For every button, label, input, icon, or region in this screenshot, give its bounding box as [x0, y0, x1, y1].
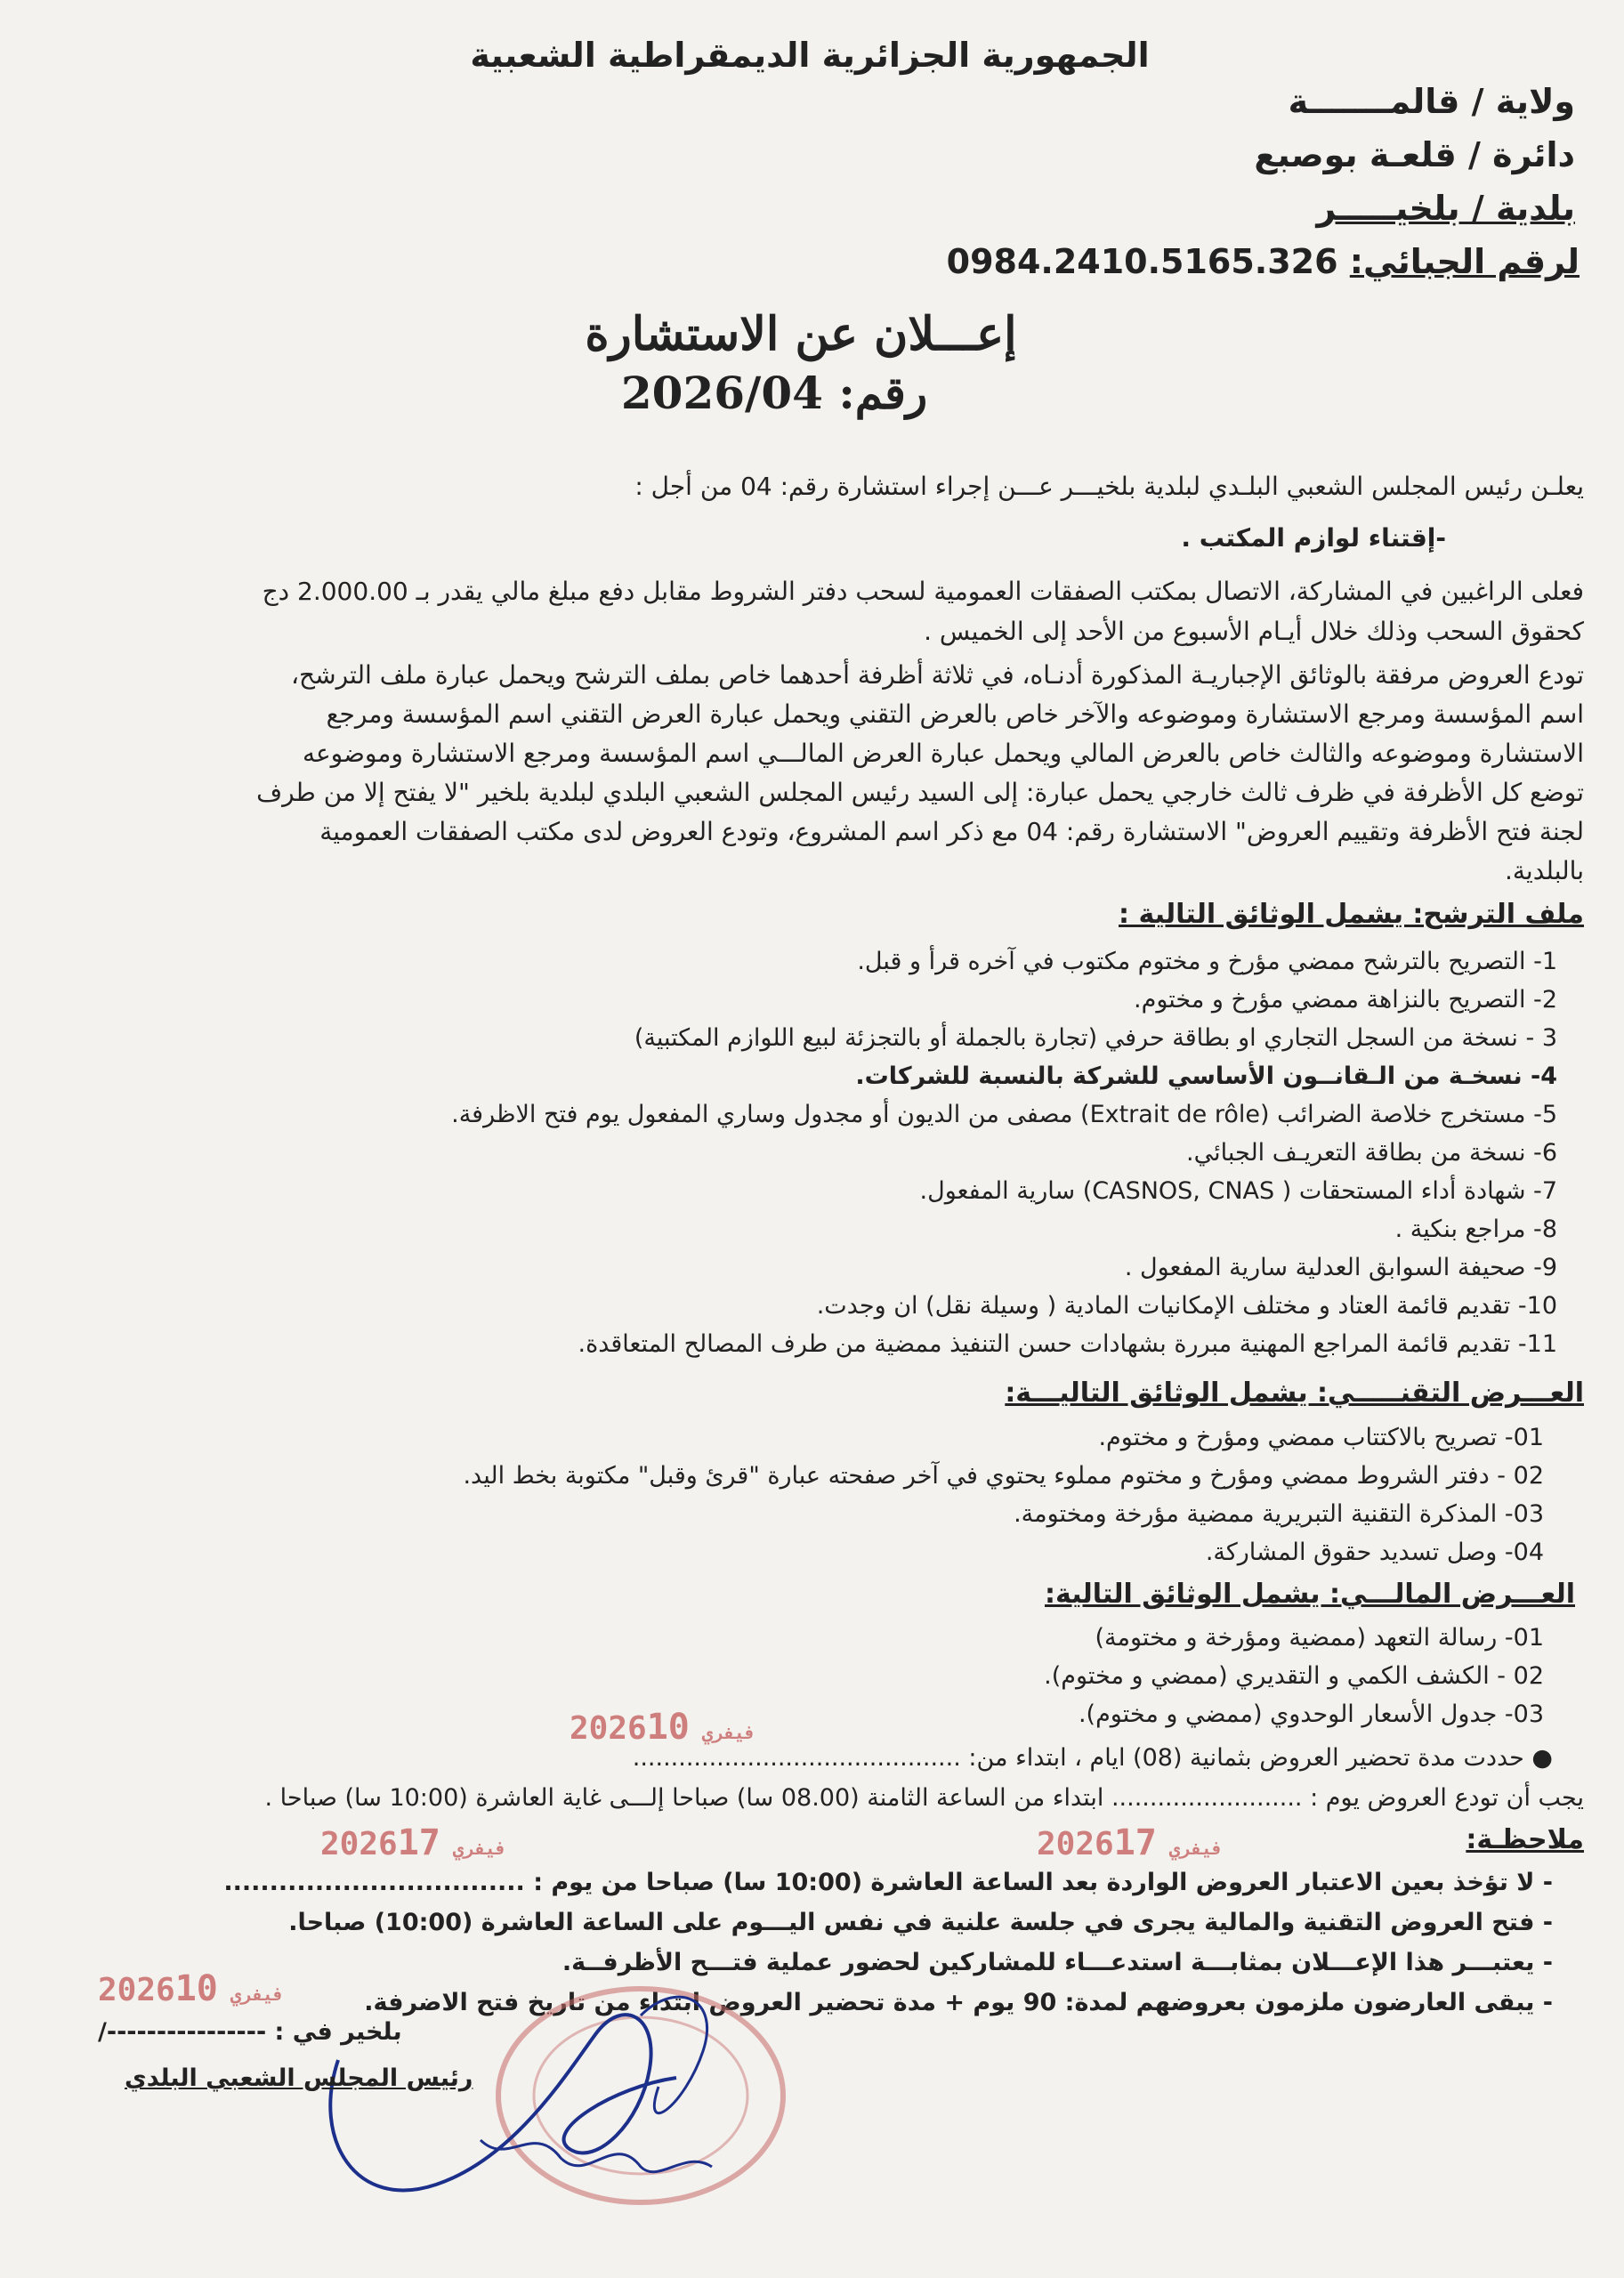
- paragraph2-line4: توضع كل الأظرفة في ظرف ثالث خارجي يحمل عبارة: إلى السيد رئيس المجلس الشعبي البلدي لبلدية بلخير "لا يفتح إلا من طرف: [256, 778, 1584, 807]
- candidature-item: 10- تقديم قائمة العتاد و مختلف الإمكانيات المادية ( وسيلة نقل) ان وجدت.: [816, 1292, 1557, 1320]
- tax-number-value: 0984.2410.5165.326: [946, 242, 1338, 281]
- technical-item: 04- وصل تسديد حقوق المشاركة.: [1205, 1539, 1544, 1566]
- note-item: - يبقى العارضون ملزمون بعروضهم لمدة: 90 يوم + مدة تحضير العروض ابتداء من تاريخ فتح الاضرفة.: [364, 1989, 1553, 2016]
- technical-item: 01- تصريح بالاكتتاب ممضي ومؤرخ و مختوم.: [1098, 1424, 1544, 1451]
- wilaya-line: ولاية / قالمـــــــة: [1288, 82, 1575, 121]
- candidature-item: 4- نسخـة من الـقانــون الأساسي للشركة بالنسبة للشركات.: [855, 1062, 1557, 1090]
- date-stamp: 2026 فيفري17: [320, 1822, 507, 1863]
- paragraph2-line2: اسم المؤسسة ومرجع الاستشارة وموضوعه والآخر خاص بالعرض التقني ويحمل عبارة العرض التقني اسم المؤسسة ومرجع: [326, 699, 1584, 729]
- baladia-line: بلدية / بلخيـــــر: [1316, 189, 1575, 228]
- tax-number-line: [947, 242, 1580, 281]
- candidature-item: 9- صحيفة السوابق العدلية سارية المفعول .: [1124, 1254, 1557, 1281]
- republic-title: الجمهورية الجزائرية الديمقراطية الشعبية: [470, 36, 1150, 75]
- signature-place-date: بلخير في : ----------------/: [98, 2018, 402, 2046]
- announcement-number-label: رقم:: [838, 367, 928, 419]
- candidature-item: 8- مراجع بنكية .: [1394, 1216, 1557, 1243]
- announcement-number-value: 2026/04: [620, 367, 823, 419]
- candidature-item: 1- التصريح بالترشح ممضي مؤرخ و مختوم مكتوب في آخره قرأ و قبل.: [857, 948, 1557, 975]
- date-stamp: 2026 فيفري10: [98, 1968, 285, 2009]
- financial-item: 02 - الكشف الكمي و التقديري (ممضي و مختوم).: [1044, 1662, 1544, 1690]
- daira-line: دائرة / قلعـة بوصبع: [1254, 135, 1575, 174]
- intro-line: يعلـن رئيس المجلس الشعبي البلـدي لبلدية بلخيـــر عـــن إجراء استشارة رقم: 04 من أجل :: [634, 472, 1584, 501]
- technical-item: 02 - دفتر الشروط ممضي ومؤرخ و مختوم مملوء يحتوي في آخر صفحته عبارة "قرئ وقبل" مكتوبة بخط اليد.: [463, 1462, 1544, 1490]
- date-stamp: 2026 فيفري17: [1037, 1822, 1224, 1863]
- paragraph1-line1: فعلى الراغبين في المشاركة، الاتصال بمكتب الصفقات العمومية لسحب دفتر الشروط مقابل دفع مبلغ مالي يقدر بـ 2.000.00 دج: [262, 577, 1584, 606]
- candidature-item: 5- مستخرج خلاصة الضرائب (Extrait de rôle) مصفى من الديون أو مجدول وساري المفعول يوم فتح الاظرفة.: [451, 1101, 1557, 1128]
- announcement-title: إعـــلان عن الاستشارة: [585, 307, 1017, 361]
- tax-number-label: لرقم الجبائي:: [1349, 242, 1580, 281]
- candidature-heading: ملف الترشح: يشمل الوثائق التالية :: [1119, 899, 1584, 930]
- notes-heading: ملاحظـة:: [1466, 1824, 1584, 1855]
- candidature-item: 6- نسخة من بطاقة التعريـف الجبائي.: [1186, 1139, 1557, 1167]
- seal-stamp-signature: [303, 1962, 801, 2229]
- note-item: - لا تؤخذ بعين الاعتبار العروض الواردة بعد الساعة العاشرة (10:00 سا) صباحا من يوم : .................................: [223, 1869, 1553, 1896]
- object-line: -إقتناء لوازم المكتب .: [1181, 523, 1446, 553]
- bullet-icon: ●: [1523, 1744, 1553, 1772]
- technical-heading: العـــرض التقنـــــي: يشمل الوثائق التاليـــة:: [1005, 1377, 1584, 1409]
- candidature-item: 2- التصريح بالنزاهة ممضي مؤرخ و مختوم.: [1134, 986, 1557, 1014]
- candidature-item: 7- شهادة أداء المستحقات ( CASNOS, CNAS) سارية المفعول.: [919, 1177, 1557, 1205]
- paragraph2-line6: بالبلدية.: [1505, 856, 1584, 885]
- note-item: - فتح العروض التقنية والمالية يجرى في جلسة علنية في نفس اليـــوم على الساعة العاشرة (10:00) صباحا.: [288, 1909, 1553, 1936]
- paragraph2-line5: لجنة فتح الأظرفة وتقييم العروض" الاستشارة رقم: 04 مع ذكر اسم المشروع، وتودع العروض لدى مكتب الصفقات العمومية: [319, 817, 1584, 846]
- candidature-item: 11- تقديم قائمة المراجع المهنية مبررة بشهادات حسن التنفيذ ممضية من طرف المصالح المتعاقدة.: [578, 1330, 1557, 1358]
- candidature-item: 3 - نسخة من السجل التجاري او بطاقة حرفي (تجارة بالجملة أو بالتجزئة لبيع اللوازم المكتبية): [634, 1024, 1557, 1052]
- deposit-line: يجب أن تودع العروض يوم : ......................... ابتداء من الساعة الثامنة (08.00 سا) صباحا إلـــى غاية العاشرة (10:00 سا) صباحا .: [264, 1784, 1584, 1812]
- preparation-period: ● حددت مدة تحضير العروض بثمانية (08) ايام ، ابتداء من: ...........................................: [632, 1744, 1553, 1772]
- paragraph2-line1: تودع العروض مرفقة بالوثائق الإجباريـة المذكورة أدنـاه، في ثلاثة أظرفة أحدهما خاص بملف الترشح ويحمل عبارة ملف الترشح،: [291, 660, 1584, 690]
- technical-item: 03- المذكرة التقنية التبريرية ممضية مؤرخة ومختومة.: [1014, 1500, 1544, 1528]
- note-item: - يعتبـــر هذا الإعـــلان بمثابـــة استدعـــاء للمشاركين لحضور عملية فتـــح الأظرفــة.: [562, 1949, 1553, 1976]
- announcement-number: [498, 367, 1050, 419]
- signature-title: رئيس المجلس الشعبي البلدي: [125, 2064, 473, 2092]
- paragraph2-line3: الاستشارة وموضوعه والثالث خاص بالعرض المالي ويحمل عبارة العرض المالـــي اسم المؤسسة ومرجع الاستشارة وموضوعه: [302, 739, 1584, 768]
- paragraph1-line2: كحقوق السحب وذلك خلال أيـام الأسبوع من الأحد إلى الخميس .: [924, 617, 1584, 646]
- date-stamp: 2026 فيفري10: [570, 1707, 756, 1748]
- financial-item: 03- جدول الأسعار الوحدوي (ممضي و مختوم).: [1078, 1700, 1544, 1728]
- financial-heading: العـــرض المالـــي: يشمل الوثائق التالية:: [1045, 1579, 1575, 1610]
- financial-item: 01- رسالة التعهد (ممضية ومؤرخة و مختومة): [1095, 1624, 1544, 1652]
